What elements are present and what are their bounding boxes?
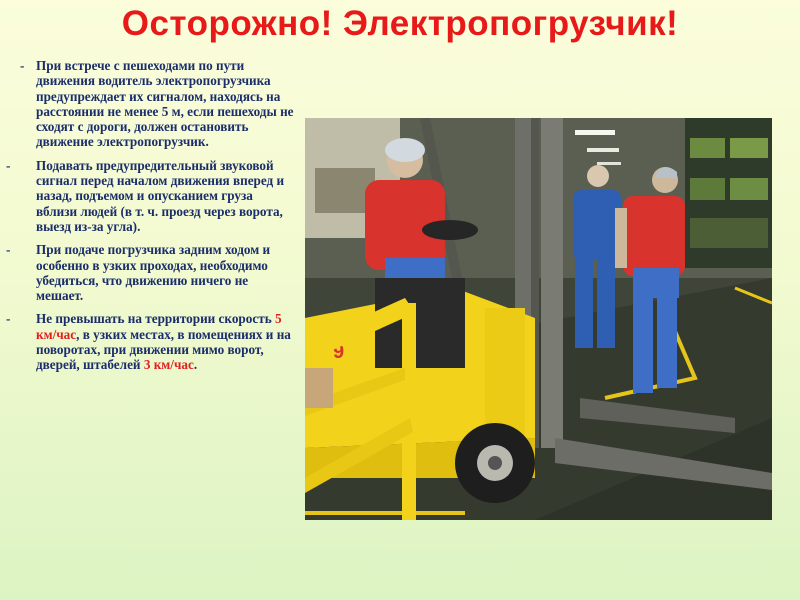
bullet-marker: - <box>6 157 11 173</box>
forklift-photo-illustration <box>305 118 772 520</box>
slide-title: Осторожно! Электропогрузчик! <box>121 4 679 43</box>
speed-limit-narrow: 3 км/час <box>143 357 194 373</box>
rule-item <box>6 311 296 372</box>
rule-text-part: Не превышать на территории скорость <box>36 311 275 327</box>
rule-text: При подаче погрузчика задним ходом и особенно в узких проходах, необходимо убедиться, что движению ничего не мешает. <box>36 242 271 304</box>
rule-text: При встрече с пешеходами по пути движения водитель электропогрузчика предупреждает их сигналом, находясь на расстоянии не менее 5 м, если пешеходы не сходят с дороги, должен остановить движение электропогрузчик. <box>36 58 294 150</box>
rule-text-part: . <box>193 357 198 373</box>
rule-text: Подавать предупредительный звуковой сигнал перед началом движения вперед и назад, подъемом и опусканием груза вблизи людей (в т. ч. проезд через ворота, выезд из-за угла). <box>36 157 285 234</box>
forklift-number: 9 <box>333 341 345 363</box>
bullet-marker: - <box>20 58 25 73</box>
safety-rules-list <box>6 58 296 381</box>
rule-item <box>6 158 296 234</box>
rule-item <box>6 58 296 150</box>
bullet-marker: - <box>6 242 11 258</box>
bullet-marker: - <box>6 311 11 327</box>
speed-limit-territory: 5 км/час <box>36 311 282 342</box>
rule-item <box>6 242 296 303</box>
rule-text <box>36 311 291 372</box>
rule-text-part: , в узких местах, в помещениях и на поворотах, при движении мимо ворот, дверей, штабелей <box>36 326 291 373</box>
forklift-photo <box>305 118 772 520</box>
